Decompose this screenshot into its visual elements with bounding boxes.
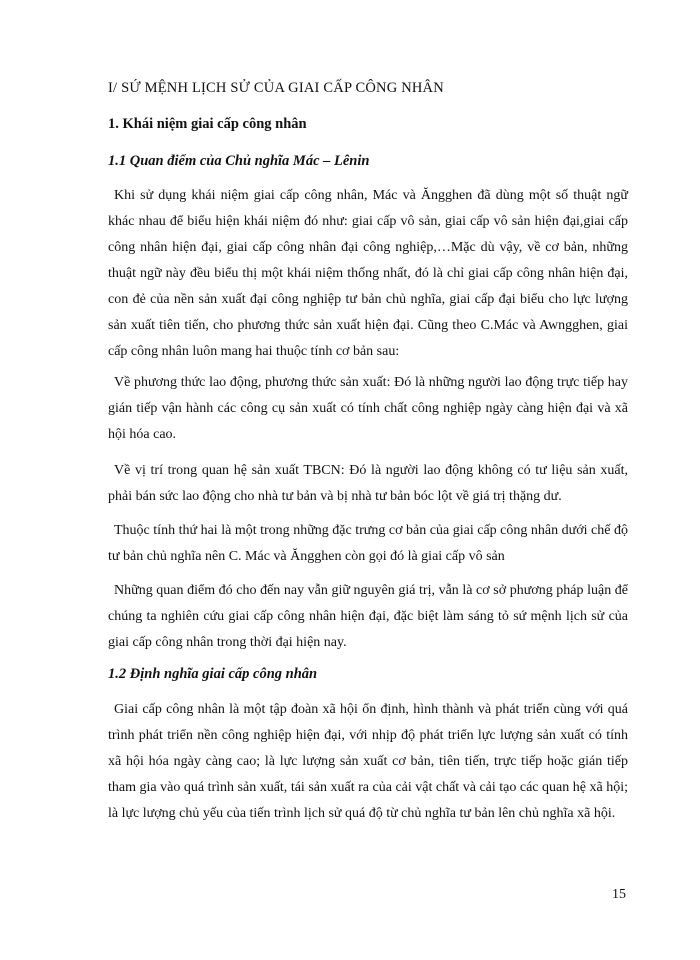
paragraph-methodology: Những quan điểm đó cho đến nay vẫn giữ nguyên giá trị, vẫn là cơ sở phương pháp luận để chúng ta nghiên cứu giai cấp công nhân hiện đại, đặc biệt làm sáng tỏ sứ mệnh lịch sử của giai cấp công nhân trong thời đại hiện nay. <box>108 583 628 650</box>
paragraph-production-relations: Về vị trí trong quan hệ sản xuất TBCN: Đó là người lao động không có tư liệu sản xuất, phải bán sức lao động cho nhà tư bản và bị nhà tư bản bóc lột về giá trị thặng dư. <box>108 463 628 504</box>
subsection-heading-1-2: 1.2 Định nghĩa giai cấp công nhân <box>108 666 318 682</box>
chapter-heading: I/ SỨ MỆNH LỊCH SỬ CỦA GIAI CẤP CÔNG NHÂN <box>108 80 444 96</box>
subsection-heading-1-1: 1.1 Quan điểm của Chủ nghĩa Mác – Lênin <box>108 153 370 169</box>
paragraph-labor-mode: Về phương thức lao động, phương thức sản xuất: Đó là những người lao động trực tiếp hay gián tiếp vận hành các công cụ sản xuất có tính chất công nghiệp ngày càng hiện đại và xã hội hóa cao. <box>108 375 628 442</box>
paragraph-definition: Giai cấp công nhân là một tập đoàn xã hội ổn định, hình thành và phát triển cùng với quá trình phát triển nền công nghiệp hiện đại, với nhịp độ phát triển lực lượng sản xuất có tính xã hội hóa ngày càng cao; là lực lượng sản xuất cơ bản, tiên tiến, trực tiếp hoặc gián tiếp tham gia vào quá trình sản xuất, tái sản xuất ra của cải vật chất và cải tạo các quan hệ xã hội; là lực lượng chủ yếu của tiến trình lịch sử quá độ từ chủ nghĩa tư bản lên chủ nghĩa xã hội. <box>108 702 628 821</box>
paragraph-second-attribute: Thuộc tính thứ hai là một trong những đặc trưng cơ bản của giai cấp công nhân dưới chế độ tư bản chủ nghĩa nên C. Mác và Ăngghen còn gọi đó là giai cấp vô sản <box>108 523 628 564</box>
page-number: 15 <box>612 887 626 902</box>
paragraph-concept-terms: Khi sử dụng khái niệm giai cấp công nhân, Mác và Ăngghen đã dùng một số thuật ngữ khác nhau để biểu hiện khái niệm đó như: giai cấp vô sản, giai cấp vô sản hiện đại,giai cấp công nhân hiện đại, giai cấp công nhân đại công nghiệp,…Mặc dù vậy, về cơ bản, những thuật ngữ này đều biểu thị một khái niệm thống nhất, đó là chỉ giai cấp công nhân hiện đại, con đẻ của nền sản xuất đại công nghiệp tư bản chủ nghĩa, giai cấp đại biểu cho lực lượng sản xuất tiên tiến, cho phương thức sản xuất hiện đại. Cũng theo C.Mác và Awngghen, giai cấp công nhân luôn mang hai thuộc tính cơ bản sau: <box>108 188 628 359</box>
section-heading: 1. Khái niệm giai cấp công nhân <box>108 116 307 132</box>
